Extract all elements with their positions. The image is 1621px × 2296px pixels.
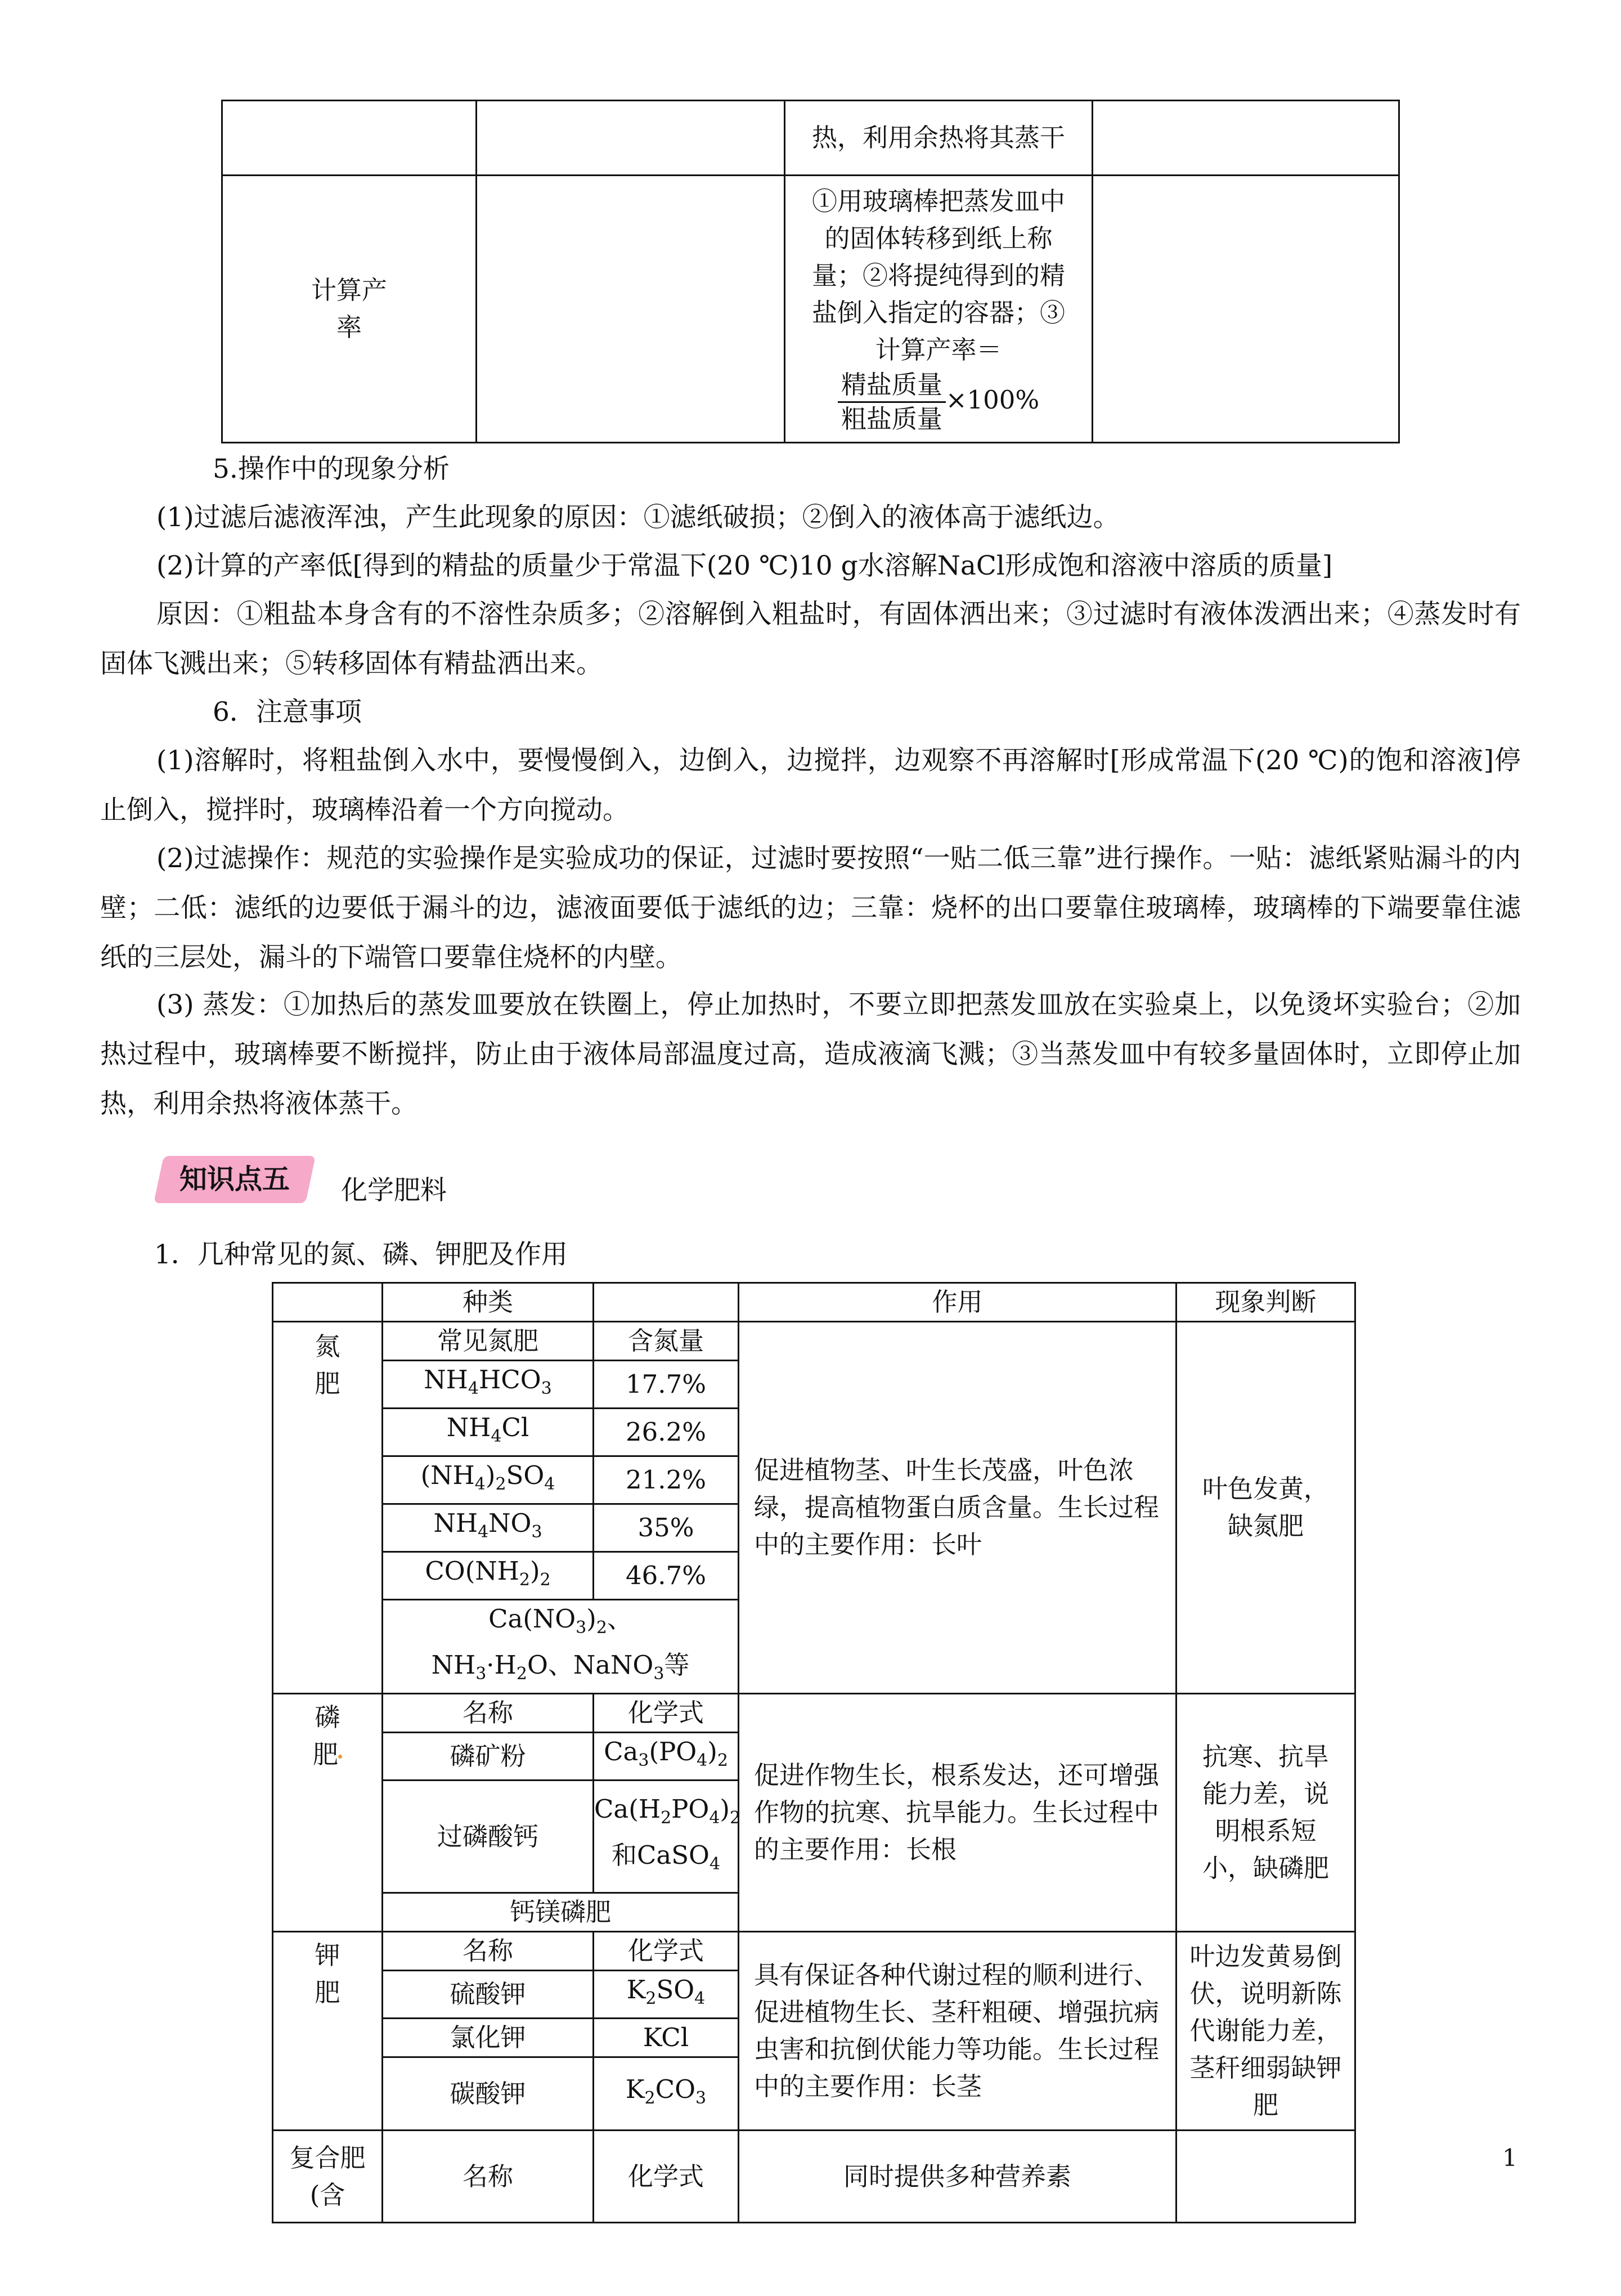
compound-label: 复合肥(含: [273, 2131, 383, 2223]
calc-yield-text: ①用玻璃棒把蒸发皿中的固体转移到纸上称量；②将提纯得到的精盐倒入指定的容器；③计算产率＝: [811, 186, 1065, 365]
potassium-label: 钾肥: [273, 1932, 383, 2131]
phosphorus-row-formula: $Ca_3(PO_4)_2$: [594, 1733, 739, 1781]
phosphorus-sub-name: 名称: [383, 1694, 594, 1733]
potassium-row-name: 碳酸钾: [383, 2057, 594, 2131]
potassium-row-formula: $K_2CO_3$: [594, 2057, 739, 2131]
section6-p1: (1)溶解时，将粗盐倒入水中，要慢慢倒入，边倒入，边搅拌，边观察不再溶解时[形成常温下(20 ℃)的饱和溶液]停止倒入，搅拌时，玻璃棒沿着一个方向搅动。: [100, 745, 1521, 826]
calc-yield-steps: [785, 176, 1093, 443]
nitrogen-row-name: $CO(NH_2)_2$: [383, 1552, 594, 1600]
top-row1-col1: [222, 101, 477, 176]
potassium-judge: 叶边发黄易倒伏，说明新陈代谢能力差，茎秆细弱缺钾肥: [1177, 1932, 1355, 2131]
compound-sub-formula: 化学式: [594, 2131, 739, 2223]
nitrogen-other: $Ca(NO_3)_2$、$NH_3\cdot H_2O$、NaNO$_3$等: [383, 1600, 739, 1694]
nitrogen-row-name: $(NH_4)_2SO_4$: [383, 1456, 594, 1504]
compound-judge: [1177, 2131, 1355, 2223]
header-judge: 现象判断: [1177, 1283, 1355, 1322]
nitrogen-row-pct: 35%: [594, 1504, 739, 1552]
top-row2-col2: [477, 176, 785, 443]
nitrogen-row-name: $NH_4NO_3$: [383, 1504, 594, 1552]
phosphorus-judge: 抗寒、抗旱能力差，说明根系短小，缺磷肥: [1177, 1694, 1355, 1932]
phosphorus-row-formula: $Ca(H_2PO_4)_2$ 和CaSO$_4$: [594, 1781, 739, 1893]
compound-sub-name: 名称: [383, 2131, 594, 2223]
nitrogen-effect: 促进植物茎、叶生长茂盛，叶色浓绿，提高植物蛋白质含量。生长过程中的主要作用：长叶: [739, 1322, 1177, 1694]
potassium-sub-name: 名称: [383, 1932, 594, 1971]
knowledge-title: 化学肥料: [341, 1175, 447, 1206]
compound-effect: 同时提供多种营养素: [739, 2131, 1177, 2223]
section5-heading: 5.操作中的现象分析: [213, 454, 450, 485]
nitrogen-sub-name: 常见氮肥: [383, 1322, 594, 1361]
header-kind: 种类: [383, 1283, 594, 1322]
frac-tail: ×100%: [945, 384, 1040, 415]
fertilizer-heading: 1．几种常见的氮、磷、钾肥及作用: [154, 1239, 568, 1270]
nitrogen-judge: 叶色发黄，缺氮肥: [1177, 1322, 1355, 1694]
potassium-row-name: 氯化钾: [383, 2019, 594, 2057]
nitrogen-sub-pct: 含氮量: [594, 1322, 739, 1361]
section6-heading: 6．注意事项: [213, 697, 362, 728]
phosphorus-label: 磷肥: [273, 1694, 383, 1932]
top-row1-col3: 热，利用余热将其蒸干: [785, 101, 1093, 176]
section5-p2: (2)计算的产率低[得到的精盐的质量少于常温下(20 ℃)10 g水溶解NaCl形成饱和溶液中溶质的质量]: [156, 550, 1333, 581]
phosphorus-row-name: 磷矿粉: [383, 1733, 594, 1781]
section6-p3: (3) 蒸发：①加热后的蒸发皿要放在铁圈上，停止加热时，不要立即把蒸发皿放在实验桌上，以免烫坏实验台；②加热过程中，玻璃棒要不断搅拌，防止由于液体局部温度过高，造成液滴飞溅；③当蒸发皿中有较多量固体时，立即停止加热，利用余热将液体蒸干。: [100, 989, 1521, 1119]
nitrogen-row-name: $NH_4HCO_3$: [383, 1361, 594, 1409]
knowledge-badge: 知识点五: [179, 1163, 290, 1195]
frac-denominator: 粗盐质量: [841, 403, 942, 434]
nitrogen-row-pct: 26.2%: [594, 1409, 739, 1456]
section5-p1: (1)过滤后滤液浑浊，产生此现象的原因：①滤纸破损；②倒入的液体高于滤纸边。: [156, 502, 1120, 533]
phosphorus-sub-formula: 化学式: [594, 1694, 739, 1733]
potassium-row-name: 硫酸钾: [383, 1971, 594, 2019]
section6-p2: (2)过滤操作：规范的实验操作是实验成功的保证，过滤时要按照“一贴二低三靠”进行操作。一贴：滤纸紧贴漏斗的内壁；二低：滤纸的边要低于漏斗的边，滤液面要低于滤纸的边；三靠：烧杯的出口要靠住玻璃棒，玻璃棒的下端要靠住滤纸的三层处，漏斗的下端管口要靠住烧杯的内壁。: [100, 843, 1521, 973]
potassium-effect: 具有保证各种代谢过程的顺利进行、促进植物生长、茎秆粗硬、增强抗病虫害和抗倒伏能力等功能。生长过程中的主要作用：长茎: [739, 1932, 1177, 2131]
nitrogen-row-name: $NH_4Cl$: [383, 1409, 594, 1456]
header-empty: [273, 1283, 383, 1322]
frac-numerator: 精盐质量: [838, 369, 946, 403]
nitrogen-row-pct: 21.2%: [594, 1456, 739, 1504]
potassium-sub-formula: 化学式: [594, 1932, 739, 1971]
top-table: [221, 100, 1400, 443]
yield-fraction: [838, 369, 946, 436]
phosphorus-row-name: 过磷酸钙: [383, 1781, 594, 1893]
nitrogen-label: 氮肥: [273, 1322, 383, 1694]
page-number: 1: [1502, 2144, 1517, 2172]
potassium-row-formula: KCl: [594, 2019, 739, 2057]
phosphorus-effect: 促进作物生长，根系发达，还可增强作物的抗寒、抗旱能力。生长过程中的主要作用：长根: [739, 1694, 1177, 1932]
section5-p3: 原因：①粗盐本身含有的不溶性杂质多；②溶解倒入粗盐时，有固体洒出来；③过滤时有液体泼洒出来；④蒸发时有固体飞溅出来；⑤转移固体有精盐洒出来。: [100, 599, 1521, 679]
potassium-row-formula: $K_2SO_4$: [594, 1971, 739, 2019]
nitrogen-row-pct: 46.7%: [594, 1552, 739, 1600]
phosphorus-other: 钙镁磷肥: [383, 1893, 739, 1932]
top-row1-col2: [477, 101, 785, 176]
header-effect: 作用: [739, 1283, 1177, 1322]
fertilizer-table: [272, 1282, 1356, 2223]
nitrogen-row-pct: 17.7%: [594, 1361, 739, 1409]
phosphorus-dot: [338, 1755, 342, 1759]
header-empty-2: [594, 1283, 739, 1322]
top-row1-col4: [1093, 101, 1399, 176]
calc-yield-label: 计算产率: [222, 176, 477, 443]
top-row2-col4: [1093, 176, 1399, 443]
